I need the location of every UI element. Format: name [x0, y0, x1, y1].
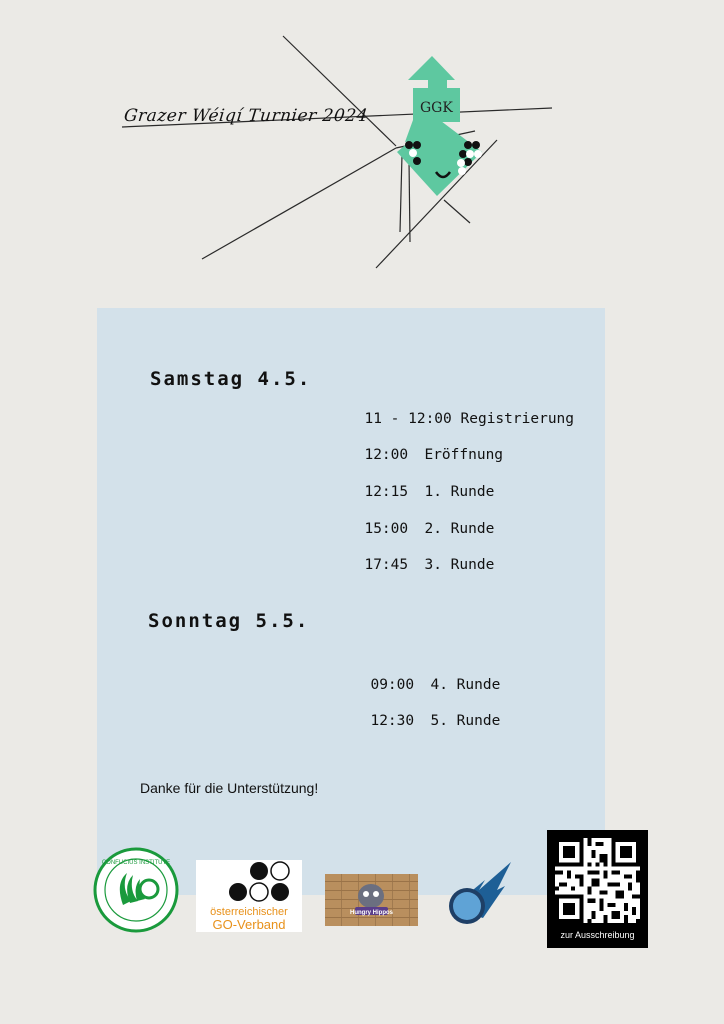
thanks-text: Danke für die Unterstützung!	[140, 780, 319, 796]
schedule-label: 2. Runde	[424, 521, 495, 537]
schedule-time: 17:45	[364, 557, 409, 573]
day1-heading: Samstag 4.5.	[150, 368, 312, 390]
confucius-text: CONFUCIUS INSTITUTE	[101, 860, 171, 866]
schedule-row	[347, 468, 494, 500]
schedule-row	[347, 395, 574, 427]
logo-text: GGK	[420, 100, 453, 116]
schedule-time: 12:00	[364, 447, 409, 463]
schedule-time: 12:15	[364, 484, 409, 500]
schedule-row	[347, 541, 494, 573]
schedule-row	[353, 661, 500, 693]
hungry-hippos-logo	[325, 874, 418, 926]
schedule-label: 4. Runde	[430, 677, 501, 693]
schedule-row	[347, 505, 494, 537]
schedule-label: 5. Runde	[430, 713, 501, 729]
schedule-time: 11 - 12:00	[364, 411, 452, 427]
schedule-time: 15:00	[364, 521, 409, 537]
tournament-title: Grazer Wéiqí Turnier 2024	[122, 106, 369, 126]
schedule-row	[347, 431, 503, 463]
schedule-time: 09:00	[370, 677, 415, 693]
header-artwork	[0, 0, 724, 300]
comet-logo	[445, 860, 515, 928]
schedule-time: 12:30	[370, 713, 415, 729]
hungry-hippos-text: Hungry Hippos	[350, 910, 393, 916]
schedule-label: 3. Runde	[424, 557, 495, 573]
ogv-line1: österreichischer	[210, 906, 288, 918]
day2-heading: Sonntag 5.5.	[148, 610, 310, 632]
qr-code-link[interactable]	[547, 830, 648, 948]
ogv-line2: GO-Verband	[212, 917, 286, 932]
schedule-row	[353, 697, 500, 729]
schedule-label: 1. Runde	[424, 484, 495, 500]
qr-code-icon	[555, 838, 640, 923]
schedule-label: Eröffnung	[424, 447, 504, 463]
confucius-institute-logo	[93, 847, 179, 933]
schedule-label: Registrierung	[460, 411, 575, 427]
ogv-logo	[196, 860, 302, 932]
qr-caption[interactable]: zur Ausschreibung	[560, 930, 635, 940]
